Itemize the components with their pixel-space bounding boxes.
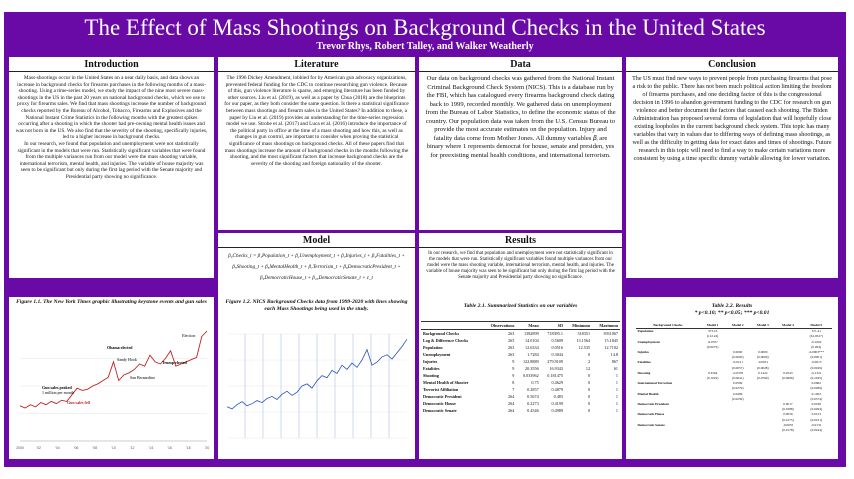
table-cell: 264 — [508, 394, 515, 399]
conclusion-title: Conclusion — [708, 59, 756, 70]
introduction-panel — [9, 57, 214, 278]
table-cell: 263 — [508, 338, 515, 343]
table-cell: 1 — [615, 394, 618, 399]
table-cell: -0.1002 — [811, 339, 822, 344]
figure-1-2-chart — [221, 326, 412, 456]
table-cell: 1 — [615, 401, 618, 406]
table-cell: 9 — [512, 359, 515, 364]
table-cell: Log & Difference Checks — [423, 338, 469, 343]
table-cell: 0.0198 — [811, 402, 821, 407]
table-cell: Democratic President — [637, 402, 669, 407]
table-header-cell: Background Checks — [636, 323, 700, 329]
table-cell: 0 — [587, 380, 591, 385]
table-cell: 12 — [585, 366, 591, 371]
table-cell: 0.5674 — [527, 394, 539, 399]
table-header-cell: Maximum — [592, 322, 620, 330]
x-tick-label: '02 — [36, 446, 41, 450]
table-cell: -0.0035 — [782, 422, 794, 427]
divider — [9, 71, 214, 72]
table-cell: 0.4879 — [551, 387, 563, 392]
table-cell: Shooting — [637, 370, 651, 375]
annotation-label: Sandy Hook — [117, 357, 137, 362]
table-cell: Unemployment — [423, 352, 451, 357]
table-cell — [725, 428, 750, 433]
table-cell: 0 — [587, 394, 591, 399]
table-cell — [636, 428, 700, 433]
table-cell: 13.1564 — [576, 338, 591, 343]
table-cell: (0.0259) — [731, 396, 744, 401]
table-cell: -0.0003*** — [808, 350, 825, 355]
table-cell: 0.0017 — [783, 402, 793, 407]
table-cell: 264 — [508, 401, 515, 406]
table-cell: (0.0029) — [810, 365, 823, 370]
table-cell: 0.3304 — [707, 370, 718, 375]
table-cell: Democratic Senate — [637, 422, 665, 427]
table-cell: 0 — [587, 387, 591, 392]
table-cell: 0.181475 — [547, 373, 563, 378]
figure-1-2-panel — [218, 297, 415, 459]
table-cell: 1 — [615, 373, 618, 378]
table-cell: (0.0073) — [706, 344, 719, 349]
table-cell: 0.0059 — [783, 412, 793, 417]
literature-panel — [218, 57, 415, 230]
table-cell: (61.0327) — [809, 334, 823, 339]
table-cell: 0.0962 — [811, 381, 821, 386]
table-row — [421, 372, 620, 379]
conclusion-panel — [626, 57, 838, 278]
results-title: Results — [504, 235, 537, 246]
table-cell: 0.0000 — [733, 350, 743, 355]
literature-text: The 1996 Dickey Amendment, lobbied for by American gun advocacy organizations, prevented federal funding for the CDC to continue researching gun violence. Because of this, gun violence literature is sparse, and emerging literature has been funded by other sources. Liu et al. (2019), as well as a paper by Chua (2018) are the blueprints for our paper, as they both consider the same question. Is there a statistical significance between mass shootings and firearm sales in the United States? In addition to these, a paper by Liu et al. (2019) provides an understanding for the time-series regression model we use. Strobe et al. (2017) and Luca et al. (2016) introduce the importance of the political party in office at the time of a mass shooting and how this, as well as changes in gun control, are important to consider when proving the statistical significance of mass shootings on background checks. All of these papers find that mass shootings increase the amount of background checks in the months following the shooting, and the most significant factors that increase background checks are the severity of the shooting and foreign nationality of the shooter. — [224, 75, 409, 167]
data-title: Data — [510, 59, 531, 70]
table-cell: 0.4989 — [551, 408, 563, 413]
table-cell: Mental Health — [637, 391, 659, 396]
table-cell: 3931067 — [603, 331, 618, 336]
x-tick-label: '18 — [186, 446, 191, 450]
table-cell: 371.41 — [811, 329, 821, 334]
introduction-text-2: In our research, we found that population and unemployment were not statistically significant in the models that were run. Statistically significant variables that were found from the multiple variances run from our model were the mass shooting variable, international terrorism, mental health, and injuries. The variable of house majority was seen to be significant but only during the first lag period with the Senate majority and Presidential party showing no significance. — [17, 140, 206, 180]
conclusion-text: The US must find new ways to prevent people from purchasing firearms that pose a risk to the public. There has not been much political action limiting the freedom of firearms purchases, and one deciding factor of this is the congressional decision in 1996 to abandon government funding to the CDC for research on gun violence and better document the factors that caused each shooting. The Biden Administration has proposed several forms of legislation that will hopefully close existing loopholes in the current background check system. This topic has many variables that vary in values due to differing ways of defining mass shootings, as well as the difficulty in getting data for exact dates and times of shootings. Future research in this topic will need to find a way to make certain variations more consistent by using a time specific dummy variable allowing for lower variation. — [632, 76, 832, 162]
table-cell: 718395.1 — [547, 331, 563, 336]
literature-title: Literature — [294, 59, 339, 70]
table-cell: 263 — [508, 345, 515, 350]
table-cell: Population — [637, 329, 654, 334]
table-cell: 12.7102 — [604, 345, 618, 350]
table-cell: 0.0543 — [783, 370, 793, 375]
table-2-1-panel — [419, 297, 622, 459]
table-cell: (0.0000) — [757, 355, 769, 360]
table-cell — [750, 428, 775, 433]
table-cell: (0.004) — [811, 344, 822, 349]
poster-title: The Effect of Mass Shootings on Background Checks in the United States — [84, 15, 766, 40]
table-header-cell: Model 4 — [775, 323, 800, 329]
table-cell: Democratic Senate — [423, 408, 457, 413]
table-row — [421, 351, 620, 358]
table-cell: 0.2273 — [527, 401, 539, 406]
table-cell: -0.1321 — [811, 370, 822, 375]
introduction-text: Mass-shootings occur in the United States on a near daily basis, and data shows an increase in background checks for firearms purchases in the following months of a mass-shooting. Using a time-series model, we study the impact of the nine most severe mass-shootings in the US in the past 20 years on national background checks, which we use to proxy for firearms sales. We find that mass shootings increase the number of background checks reported by the Bureau of Alcohol, Tobacco, Firearms and Explosives and the National Instant Crime Statistics in the following months with the greatest spikes occurring after a shooting in which the shooter had pre-owning mental health issues and was not born in the US. We also find that the severity of the shooting, specifically injuries, led to a higher increase in background checks. — [15, 75, 208, 141]
table-cell: 12.535 — [578, 345, 591, 350]
divider — [419, 247, 622, 248]
table-cell: 12.6334 — [525, 345, 539, 350]
table-row — [421, 330, 620, 338]
table-cell: 1382899 — [524, 331, 539, 336]
table-cell: -0.0378 — [732, 370, 743, 375]
table-cell: -0.0013 — [811, 360, 822, 365]
table-cell: -0.0031 — [757, 360, 769, 365]
annotation-label: Gun sales peaked — [42, 385, 72, 390]
table-cell: 0.75 — [531, 380, 539, 385]
annotation-label: San Bernardino — [130, 375, 155, 380]
annotation-label: Obama elected — [107, 345, 133, 350]
figure-1-1-caption: Figure 1.1. The New York Times graphic illustrating keystone events and gun sales — [16, 299, 207, 305]
table-cell: 7 — [512, 387, 515, 392]
table-cell: 1 — [615, 408, 618, 413]
divider — [218, 71, 415, 72]
table-cell: Shooting — [423, 373, 439, 378]
annotation-label: Gun sales fell — [67, 400, 90, 405]
table-row — [421, 344, 620, 351]
table-header-cell: Observations — [482, 322, 516, 330]
table-cell: 1 — [615, 380, 618, 385]
table-cell: 0.0409 — [733, 391, 743, 396]
x-tick-label: '08 — [92, 446, 98, 450]
table-cell: (0.0175) — [782, 417, 794, 422]
x-tick-label: '16 — [167, 446, 172, 450]
table-cell: 0.1422 — [758, 370, 768, 375]
table-row — [421, 407, 620, 414]
table-cell: Mental Health of Shooter — [423, 380, 469, 385]
table-row — [421, 386, 620, 393]
x-tick-label: 2000 — [16, 446, 24, 450]
table-2-2-panel — [626, 297, 838, 459]
table-cell: (0.1045) — [810, 376, 823, 381]
table-cell: (0.0769) — [757, 376, 769, 381]
table-cell: 0.4546 — [527, 408, 539, 413]
table-cell: 373.16 — [707, 329, 718, 334]
table-cell: (0.0294) — [810, 407, 823, 412]
table-cell: (112.24) — [706, 334, 719, 339]
table-cell: -0.0131 — [811, 422, 822, 427]
table-cell: (0.0374) — [810, 396, 823, 401]
table-cell: 0.483 — [553, 394, 563, 399]
table-cell: 867 — [611, 359, 618, 364]
table-cell: 0.033962 — [522, 373, 539, 378]
table-cell: Fatalities — [423, 366, 440, 371]
table-cell: Unemployment — [637, 339, 660, 344]
table-cell: -0.0121 — [732, 360, 743, 365]
divider — [218, 247, 415, 248]
table-cell: 20.3556 — [525, 366, 539, 371]
table-cell: 122.8889 — [522, 359, 539, 364]
table-cell: 264 — [508, 408, 515, 413]
table-cell: (0.1019) — [706, 376, 719, 381]
table-cell: 16.9343 — [549, 366, 563, 371]
table-cell: (0.0288) — [782, 407, 794, 412]
table-cell: 0.0123 — [811, 412, 821, 417]
table-cell: (0.0231) — [810, 417, 823, 422]
table-cell: Fatalities — [637, 360, 651, 365]
table-header-cell: Minimum — [565, 322, 592, 330]
table-header-cell: SD — [541, 322, 565, 330]
table-cell: 61 — [613, 366, 618, 371]
table-cell: 0.0509 — [733, 381, 743, 386]
annotation-label: Trump elected — [162, 360, 187, 365]
table-header-cell: Model 2 — [725, 323, 750, 329]
table-cell: International Terrorism — [637, 381, 673, 386]
table-cell: 318351 — [577, 331, 591, 336]
figure-1-2-caption: Figure 1.2. NICS Background Checks data from 1999-2020 with lines showing each Mass Shootings being used in the study. — [225, 299, 408, 312]
table-row — [421, 393, 620, 400]
x-tick-label: '20 — [204, 446, 210, 450]
table-header-cell — [421, 322, 482, 330]
figure-1-1-chart — [12, 319, 211, 455]
table-cell: 0.1052 — [811, 391, 821, 396]
table-cell: Background Checks — [423, 331, 460, 336]
table-cell: 279.9109 — [547, 359, 563, 364]
table-cell: 9 — [512, 373, 515, 378]
table-row — [421, 365, 620, 372]
annotation-label: Election — [182, 333, 196, 338]
table-cell: 263 — [508, 331, 515, 336]
table-cell: Injuries — [637, 350, 649, 355]
table-row — [421, 400, 620, 407]
table-2-1-caption: Table 2.1. Summarized Statistics on our variables — [463, 303, 578, 309]
table-2-2-significance: * p<0.10; ** p<0.05; *** p<0.01 — [694, 309, 770, 316]
table-cell: Democratic House — [423, 401, 456, 406]
table-row — [636, 428, 832, 433]
table-cell: 15.1845 — [604, 338, 618, 343]
table-cell: 9 — [512, 366, 515, 371]
poster-authors: Trevor Rhys, Robert Talley, and Walker Weatherly — [316, 41, 534, 52]
poster — [4, 12, 846, 467]
table-cell: 0 — [587, 401, 591, 406]
table-cell: (0.0001) — [810, 355, 823, 360]
table-2-2-caption: Table 2.2. Results — [711, 303, 753, 309]
model-title: Model — [302, 235, 331, 246]
table-cell: (0.0178) — [782, 428, 794, 433]
table-cell: 0 — [587, 408, 591, 413]
table-cell: 14.8 — [610, 352, 618, 357]
table-header-cell: Model 5 — [800, 323, 832, 329]
table-cell: (0.0641) — [731, 376, 744, 381]
table-cell: 0 — [587, 373, 591, 378]
table-cell: 0.3044 — [551, 352, 563, 357]
results-text: In our research, we find that population and unemployment were not statistically significant in the models that were run. Statistically significant variables found multiple variances from our model were the mass shooting variable, international terrorism, mental health, and injuries. The variable of house majority was seen to be significant but only during the first lag period with the Senate majority and Presidential party showing no significance. — [426, 251, 615, 281]
model-equation-line-3: β₉DemocraticHouse_t + β₁₀DemocraticSenate_t + ε_t — [260, 275, 373, 281]
table-cell: -0.0357 — [707, 339, 718, 344]
x-tick-label: '14 — [148, 446, 154, 450]
table-cell: Democratic House — [637, 412, 665, 417]
annotation-label: 1 million per month — [42, 390, 74, 395]
data-panel — [419, 57, 622, 230]
table-cell: 0.2857 — [527, 387, 539, 392]
results-panel — [419, 233, 622, 298]
table-row — [421, 337, 620, 344]
x-tick-label: '10 — [111, 446, 116, 450]
x-tick-label: '12 — [129, 446, 135, 450]
table-cell: 0.0516 — [551, 345, 563, 350]
table-cell: 2 — [587, 359, 591, 364]
data-text: Our data on background checks was gathered from the National Instant Criminal Background Check System (NICS). This is a database run by the FBI, which has catalogued every firearms background check dating back to 1999, recorded monthly. We gathered data on unemployment from the Bureau of Labor Statistics, to define the economic status of the country. Our population data was taken from the U.S. Census Bureau to provide the most accurate estimates on the population. Injury and fatality data come from Mother Jones. All dummy variables 𝛽ᵢ are binary where 1 represents democrat for house, senate and presiden, yes for preexisting mental health conditions, and international terrorism. — [425, 75, 616, 159]
table-cell: 8 — [512, 380, 515, 385]
table-cell: 0.5609 — [551, 338, 563, 343]
table-cell: Democratic President — [423, 394, 462, 399]
figure-1-1-panel — [9, 297, 214, 459]
table-cell: 263 — [508, 352, 515, 357]
table-header-cell: Model 1 — [700, 323, 725, 329]
summary-statistics-table — [421, 321, 620, 414]
model-panel — [218, 233, 415, 298]
x-tick-label: '04 — [55, 446, 60, 450]
table-cell: 0.0000 — [758, 350, 768, 355]
table-row — [421, 379, 620, 386]
model-equation-line-1: β₀Checks_t = β₁Population_t + β₂Unemployment_t + β₃Injuries_t + β₄Fatalities_t + — [228, 253, 405, 259]
divider — [626, 71, 838, 72]
table-cell: Population — [423, 345, 443, 350]
table-cell: (0.0279) — [731, 386, 744, 391]
regression-results-table — [636, 323, 832, 433]
introduction-title: Introduction — [84, 59, 139, 70]
table-cell: 1.7284 — [527, 352, 539, 357]
table-cell: 0.4629 — [551, 380, 563, 385]
table-cell — [700, 428, 725, 433]
table-cell: (0.0057) — [731, 365, 744, 370]
x-tick-label: '06 — [73, 446, 79, 450]
table-cell: Injuries — [423, 359, 438, 364]
table-cell: 1 — [615, 387, 618, 392]
divider — [419, 71, 622, 72]
table-header-cell: Mean — [516, 322, 540, 330]
table-cell: 0 — [587, 352, 591, 357]
table-cell: 14.0104 — [525, 338, 539, 343]
table-cell: (0.0028) — [757, 365, 769, 370]
table-cell: (0.0699) — [782, 376, 794, 381]
table-row — [421, 358, 620, 365]
model-equation-line-2: β₅Shooting_t + β₆MentalHealth_t + β₇Terrorism_t + β₈DemocraticPresident_t + — [232, 264, 401, 270]
table-cell: (0.0289) — [810, 386, 823, 391]
table-cell: Terrorist Affiliation — [423, 387, 459, 392]
table-cell: (0.0244) — [810, 428, 823, 433]
table-cell: (0.0000) — [731, 355, 744, 360]
table-header-cell: Model 3 — [750, 323, 775, 329]
table-cell: 0.4199 — [551, 401, 563, 406]
